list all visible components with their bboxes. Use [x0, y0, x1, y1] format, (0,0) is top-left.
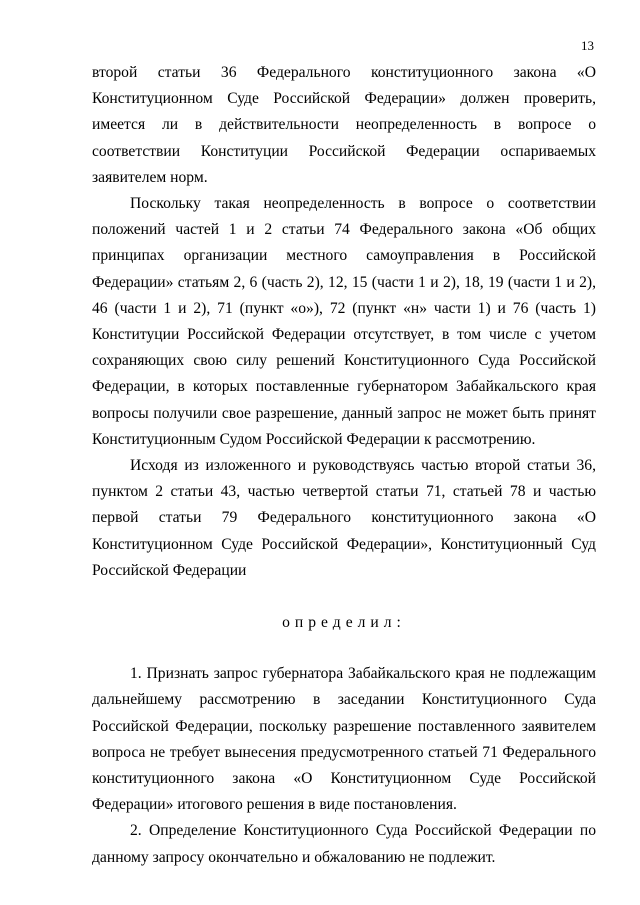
- paragraph-legal-basis: Исходя из изложенного и руководствуясь частью второй статьи 36, пунктом 2 статьи 43, частью четвертой статьи 71, статьей 78 и частью первой статьи 79 Федерального конституционного закона «О Конституционном Суде Российской Федерации», Конституционный Суд Российской Федерации: [92, 457, 596, 579]
- resolution-item-2: 2. Определение Конституционного Суда Российской Федерации по данному запросу окончательно и обжалованию не подлежит.: [92, 822, 596, 866]
- page-number: 13: [581, 38, 594, 53]
- resolution-item-1: 1. Признать запрос губернатора Забайкальского края не подлежащим дальнейшему рассмотрению в заседании Конституционного Суда Российской Федерации, поскольку разрешение поставленного заявителем вопроса не требует вынесения предусмотренного статьей 71 Федерального конституционного закона «О Конституционном Суде Российской Федерации» итогового решения в виде постановления.: [92, 665, 596, 814]
- document-body: [92, 60, 596, 871]
- paragraph-reasoning: Поскольку такая неопределенность в вопросе о соответствии положений частей 1 и 2 статьи 74 Федерального закона «Об общих принципах организации местного самоуправления в Российской Федерации» статьям 2, 6 (часть 2), 12, 15 (части 1 и 2), 18, 19 (части 1 и 2), 46 (части 1 и 2), 71 (пункт «о»), 72 (пункт «н» части 1) и 76 (часть 1) Конституции Российской Федерации отсутствует, в том числе с учетом сохраняющих свою силу решений Конституционного Суда Российской Федерации, в которых поставленные губернатором Забайкальского края вопросы получили свое разрешение, данный запрос не может быть принят Конституционным Судом Российской Федерации к рассмотрению.: [92, 195, 596, 448]
- ruling-heading: определил:: [282, 614, 406, 632]
- paragraph-continuation: второй статьи 36 Федерального конституционного закона «О Конституционном Суде Российской Федерации» должен проверить, имеется ли в действительности неопределенность в вопросе о соответствии Конституции Российской Федерации оспариваемых заявителем норм.: [92, 64, 596, 186]
